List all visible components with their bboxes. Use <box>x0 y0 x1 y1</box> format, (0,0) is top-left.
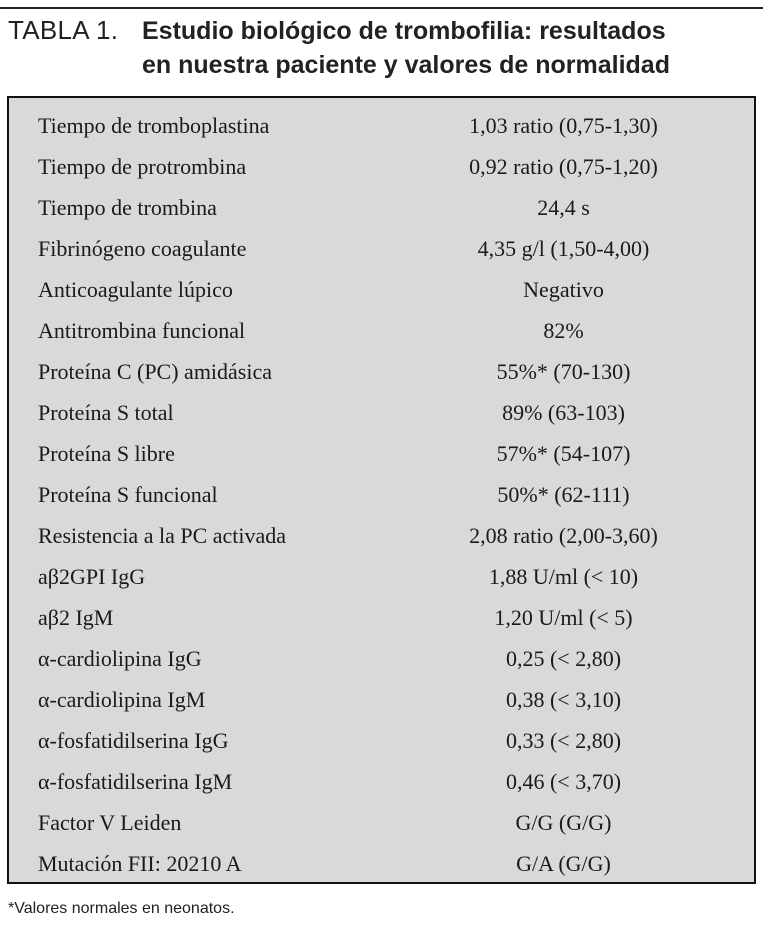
parameter-value: G/A (G/G) <box>516 850 611 876</box>
parameter-value: 1,03 ratio (0,75-1,30) <box>469 112 658 138</box>
parameter-name: Proteína S libre <box>38 440 175 466</box>
table-row <box>9 392 754 433</box>
parameter-name: α-fosfatidilserina IgM <box>38 768 233 794</box>
table-row <box>9 146 754 187</box>
table-title-line1: Estudio biológico de trombofilia: resultados <box>142 17 666 45</box>
table-row <box>9 597 754 638</box>
parameter-value: 57%* (54-107) <box>496 440 631 466</box>
parameter-value: 0,38 (< 3,10) <box>505 686 622 712</box>
table-row <box>9 351 754 392</box>
parameter-value: 0,46 (< 3,70) <box>505 768 622 794</box>
parameter-name: Antitrombina funcional <box>38 317 246 343</box>
parameter-value: Negativo <box>523 276 604 302</box>
parameter-value: 0,25 (< 2,80) <box>505 645 622 671</box>
parameter-name: α-cardiolipina IgG <box>38 645 202 671</box>
parameter-value: 2,08 ratio (2,00-3,60) <box>469 522 658 548</box>
parameter-value: 1,20 U/ml (< 5) <box>494 604 633 630</box>
parameter-name: Tiempo de tromboplastina <box>38 112 270 138</box>
parameter-value: G/G (G/G) <box>515 809 612 835</box>
table-title-line2: en nuestra paciente y valores de normalidad <box>142 51 670 79</box>
table-row <box>9 679 754 720</box>
parameter-value: 82% <box>543 317 584 343</box>
parameter-name: Factor V Leiden <box>38 809 182 835</box>
table-row <box>9 843 754 884</box>
parameter-value: 0,92 ratio (0,75-1,20) <box>469 153 658 179</box>
table-row <box>9 515 754 556</box>
parameter-name: Tiempo de protrombina <box>38 153 247 179</box>
parameter-value: 4,35 g/l (1,50-4,00) <box>477 235 650 261</box>
parameter-name: Anticoagulante lúpico <box>38 276 233 302</box>
table-caption <box>8 14 758 82</box>
results-table <box>9 105 754 884</box>
parameter-name: aβ2GPI IgG <box>38 563 146 589</box>
table-label: TABLA 1. <box>8 15 119 45</box>
parameter-name: α-fosfatidilserina IgG <box>38 727 229 753</box>
parameter-name: Fibrinógeno coagulante <box>38 235 247 261</box>
parameter-name: Resistencia a la PC activada <box>38 522 287 548</box>
parameter-value: 1,88 U/ml (< 10) <box>488 563 639 589</box>
footnote: *Valores normales en neonatos. <box>8 900 235 917</box>
table-row <box>9 269 754 310</box>
parameter-name: Proteína C (PC) amidásica <box>38 358 273 384</box>
table-row <box>9 474 754 515</box>
parameter-value: 0,33 (< 2,80) <box>505 727 622 753</box>
parameter-value: 55%* (70-130) <box>496 358 631 384</box>
table-row <box>9 556 754 597</box>
parameter-name: Proteína S funcional <box>38 481 218 507</box>
results-table-box <box>7 96 756 884</box>
parameter-name: aβ2 IgM <box>38 604 114 630</box>
table-row <box>9 310 754 351</box>
parameter-name: Mutación FII: 20210 A <box>38 850 242 876</box>
top-rule <box>0 7 763 9</box>
table-row <box>9 105 754 146</box>
table-row <box>9 187 754 228</box>
table-row <box>9 761 754 802</box>
parameter-name: α-cardiolipina IgM <box>38 686 206 712</box>
table-row <box>9 720 754 761</box>
table-row <box>9 638 754 679</box>
parameter-value: 50%* (62-111) <box>497 481 630 507</box>
parameter-name: Tiempo de trombina <box>38 194 217 220</box>
table-row <box>9 433 754 474</box>
table-row <box>9 228 754 269</box>
parameter-value: 89% (63-103) <box>502 399 625 425</box>
table-row <box>9 802 754 843</box>
parameter-name: Proteína S total <box>38 399 174 425</box>
parameter-value: 24,4 s <box>537 194 590 220</box>
